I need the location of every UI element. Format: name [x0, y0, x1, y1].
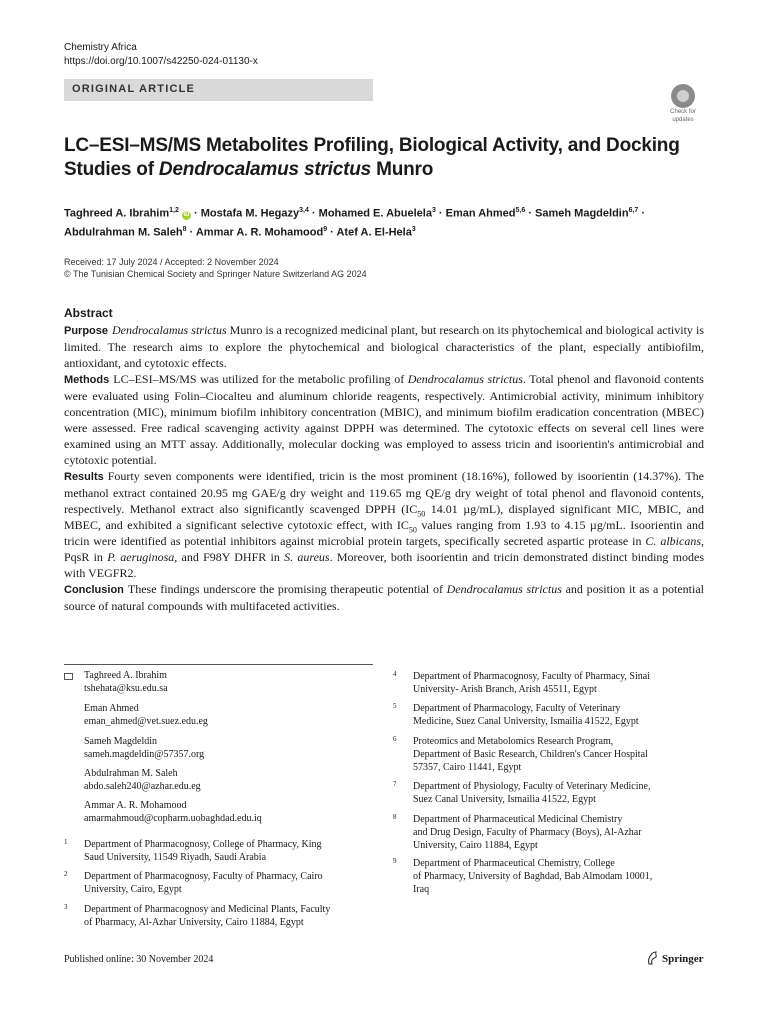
- affiliation: [64, 870, 374, 900]
- results-text: values ranging from 1.93 to 4.15 µg/mL. Isoorientin and tricin were identified as potential inhibitors against microbial protein targets, specifically secreted aspartic protease in: [64, 518, 704, 548]
- correspondent-email[interactable]: amarmahmoud@copharm.uobaghdad.edu.iq: [84, 813, 262, 824]
- author-list: Taghreed A. Ibrahim$^{1,2}$ iD · Mostafa M. Hegazy$^{3,4}$ · Mohamed E. Abuelela$^3$ · Eman Ahmed$^{5,6}$ · Sameh Magdeldin$^{6,7}$ · Abdulrahman M. Saleh$^8$ · Ammar A. R. Mohamood$^9$ · Atef A. El-Hela$^3$: [64, 207, 646, 239]
- check-updates-label-2: updates: [672, 117, 694, 123]
- published-online: Published online: 30 November 2024: [64, 954, 214, 965]
- methods-text: . Total phenol and flavonoid contents were evaluated using Folin–Ciocalteu and aluminum chloride reagents, respectively. Antimicrobial activity, minimum inhibitory concentration (MIC), minimum biofilm inhibitory concentration (MBIC), and minimum biofilm eradication concentration (MBEC) were assessed. Free radical scavenging activity against DPPH was determined. The cytotoxic effects on several cell lines were examined using an MTT assay. Additionally, molecular docking was employed to assess tricin and isoorientin's antimicrobial and cytotoxic potential.: [64, 372, 704, 467]
- author-affil: 5,6: [515, 207, 526, 214]
- results-label: Results: [64, 471, 104, 483]
- results-text: 14.01 µg/mL), displayed significant MIC, MBIC, and MBEC, and exhibited a significant selective cytotoxic effect, with IC: [64, 502, 704, 532]
- correspondence-entry: [84, 702, 208, 728]
- journal-header: [64, 41, 258, 69]
- correspondent-email[interactable]: abdo.saleh240@azhar.edu.eg: [84, 781, 201, 792]
- affiliation-number: 5: [393, 702, 397, 710]
- author-name[interactable]: Mohamed E. Abuelela: [318, 207, 432, 220]
- author-name[interactable]: Sameh Magdeldin: [535, 207, 629, 220]
- article-type-banner: [64, 79, 373, 101]
- author-name[interactable]: Ammar A. R. Mohamood: [195, 226, 324, 239]
- author-affil: 1,2: [169, 207, 179, 214]
- abstract-body: [64, 322, 704, 614]
- received-accepted: Received: 17 July 2024 / Accepted: 2 November 2024: [64, 257, 279, 267]
- affiliation-line: Department of Pharmacognosy, Faculty of Pharmacy, Sinai: [413, 671, 650, 682]
- affiliation-number: 6: [393, 735, 397, 743]
- correspondent-email[interactable]: sameh.magdeldin@57357.org: [84, 749, 205, 760]
- affiliation-line: Department of Pharmaceutical Medicinal Chemistry: [413, 814, 623, 825]
- title-text-1: LC–ESI–MS/MS Metabolites Profiling, Biological Activity, and Docking Studies of: [64, 135, 680, 180]
- article-dates: [64, 256, 367, 280]
- author-name[interactable]: Eman Ahmed: [445, 207, 516, 220]
- conclusion-text: These findings underscore the promising therapeutic potential of: [127, 582, 447, 596]
- affiliation-line: 57357, Cairo 11441, Egypt: [413, 762, 522, 773]
- check-updates-label-1: Check for: [670, 109, 696, 115]
- abstract-heading: Abstract: [64, 306, 113, 320]
- author-name[interactable]: Mostafa M. Hegazy: [200, 207, 300, 220]
- correspondent-name: Eman Ahmed: [84, 703, 139, 714]
- correspondence-entry: [84, 735, 204, 761]
- author-affil: 3: [411, 225, 416, 233]
- abstract-methods: [64, 371, 704, 468]
- abstract-results: [64, 468, 704, 581]
- affiliation-line: Department of Pharmaceutical Chemistry, College: [413, 858, 615, 869]
- affiliation: [64, 903, 374, 933]
- affiliation-number: 1: [64, 838, 68, 846]
- doi-link[interactable]: https://doi.org/10.1007/s42250-024-01130-x: [64, 56, 258, 67]
- conclusion-label: Conclusion: [64, 584, 124, 596]
- affiliation-number: 9: [393, 857, 397, 865]
- footnote-divider: [64, 664, 373, 665]
- author-affil: 6,7: [628, 207, 639, 214]
- methods-text: LC–ESI–MS/MS was utilized for the metabolic profiling of: [113, 372, 408, 386]
- correspondence-entry: [84, 669, 168, 695]
- author-name[interactable]: Abdulrahman M. Saleh: [64, 226, 183, 239]
- conclusion-text: and position it as a potential source of natural compounds with multifaceted activities.: [64, 582, 704, 613]
- affiliation: [393, 735, 713, 777]
- correspondent-email[interactable]: eman_ahmed@vet.suez.edu.eg: [84, 716, 208, 727]
- results-text: , and F98Y DHFR in: [174, 550, 285, 564]
- subscript: 50: [408, 525, 417, 535]
- title-species: Dendrocalamus strictus: [158, 159, 371, 180]
- results-text: . Moreover, both isoorientin and tricin demonstrated distinct binding modes with VEGFR2.: [64, 550, 704, 580]
- methods-label: Methods: [64, 374, 110, 386]
- affiliation-line: Department of Pharmacology, Faculty of Veterinary: [413, 703, 621, 714]
- affiliation-line: of Pharmacy, University of Baghdad, Bab Almodam 10001,: [413, 871, 653, 882]
- check-for-updates-badge[interactable]: [664, 84, 702, 124]
- springer-horse-icon: [646, 951, 659, 965]
- affiliation: [393, 702, 713, 732]
- affiliation-line: of Pharmacy, Al-Azhar University, Cairo 11884, Egypt: [84, 917, 304, 928]
- affiliation: [393, 813, 713, 855]
- correspondent-email[interactable]: tshehata@ksu.edu.sa: [84, 683, 168, 694]
- author-affil: 8: [182, 225, 187, 233]
- affiliation-line: Department of Pharmacognosy, College of Pharmacy, King: [84, 839, 322, 850]
- abstract-conclusion: [64, 581, 704, 614]
- author-affil: 3: [431, 207, 436, 214]
- journal-name: Chemistry Africa: [64, 42, 137, 53]
- purpose-label: Purpose: [64, 325, 109, 337]
- correspondent-name: Taghreed A. Ibrahim: [84, 670, 167, 681]
- article-type: ORIGINAL ARTICLE: [72, 83, 196, 95]
- publisher-name: Springer: [662, 953, 704, 965]
- affiliation-line: Saud University, 11549 Riyadh, Saudi Arabia: [84, 852, 267, 863]
- envelope-icon: [64, 673, 73, 680]
- affiliation-line: Proteomics and Metabolomics Research Program,: [413, 736, 614, 747]
- copyright: © The Tunisian Chemical Society and Springer Nature Switzerland AG 2024: [64, 269, 367, 279]
- affiliation-line: Department of Basic Research, Children's Cancer Hospital: [413, 749, 648, 760]
- author-name[interactable]: Atef A. El-Hela: [336, 226, 412, 239]
- affiliation-line: Department of Pharmacognosy, Faculty of Pharmacy, Cairo: [84, 871, 323, 882]
- affiliation-line: University- Arish Branch, Arish 45511, Egypt: [413, 684, 597, 695]
- affiliation: [393, 780, 713, 810]
- organism-name: S. aureus: [284, 550, 330, 564]
- affiliation-line: Department of Pharmacognosy and Medicinal Plants, Faculty: [84, 904, 331, 915]
- species-name: Dendrocalamus strictus: [112, 323, 227, 337]
- affiliation-line: Iraq: [413, 884, 430, 895]
- affiliation-line: Department of Physiology, Faculty of Veterinary Medicine,: [413, 781, 651, 792]
- abstract-purpose: [64, 322, 704, 371]
- affiliation-number: 7: [393, 780, 397, 788]
- affiliation-line: University, Cairo, Egypt: [84, 884, 182, 895]
- springer-logo: [646, 951, 704, 965]
- correspondent-name: Abdulrahman M. Saleh: [84, 768, 178, 779]
- affiliation-line: University, Cairo 11884, Egypt: [413, 840, 538, 851]
- correspondence-entry: [84, 799, 262, 825]
- species-name: Dendrocalamus strictus: [446, 582, 562, 596]
- affiliation: [393, 670, 713, 700]
- organism-name: P. aeruginosa: [107, 550, 175, 564]
- affiliation-line: Medicine, Suez Canal University, Ismailia 41522, Egypt: [413, 716, 639, 727]
- correspondent-name: Ammar A. R. Mohamood: [84, 800, 187, 811]
- affiliation-number: 4: [393, 670, 397, 678]
- organism-name: C. albicans: [645, 534, 701, 548]
- article-title: [64, 134, 684, 182]
- correspondence-envelope: [64, 671, 73, 684]
- affiliation-number: 2: [64, 870, 68, 878]
- check-updates-icon: [671, 84, 695, 108]
- affiliation-line: and Drug Design, Faculty of Pharmacy (Boys), Al-Azhar: [413, 827, 642, 838]
- author-name[interactable]: Taghreed A. Ibrahim: [64, 207, 170, 220]
- author-affil: 3,4: [299, 207, 309, 214]
- subscript: 50: [417, 509, 426, 519]
- results-text: Fourty seven components were identified, tricin is the most prominent (18.16%), followed by isoorientin (14.37%). The methanol extract contained 20.95 mg GAE/g dry weight and 119.65 mg QE/g dry weight of total phenol and flavonoid contents, respectively. Methanol extract also significantly scavenged DPPH (IC: [64, 469, 704, 516]
- affiliation-number: 8: [393, 813, 397, 821]
- purpose-text: Munro is a recognized medicinal plant, but research on its phytochemical and biological activity is limited. The research aims to explore the phytochemical and biological characteristics of the plant, especially antibiofilm, antioxidant, and cytotoxic effects.: [64, 323, 704, 370]
- affiliation: [64, 838, 374, 868]
- title-text-2: Munro: [370, 159, 434, 180]
- results-text: , PqsR in: [64, 534, 704, 564]
- correspondence-entry: [84, 767, 201, 793]
- affiliation-number: 3: [64, 903, 68, 911]
- orcid-icon[interactable]: iD: [183, 211, 190, 218]
- species-name: Dendrocalamus strictus: [407, 372, 523, 386]
- author-affil: 9: [323, 225, 328, 233]
- correspondent-name: Sameh Magdeldin: [84, 736, 158, 747]
- affiliation-line: Suez Canal University, Ismailia 41522, Egypt: [413, 794, 596, 805]
- affiliation: [393, 857, 713, 899]
